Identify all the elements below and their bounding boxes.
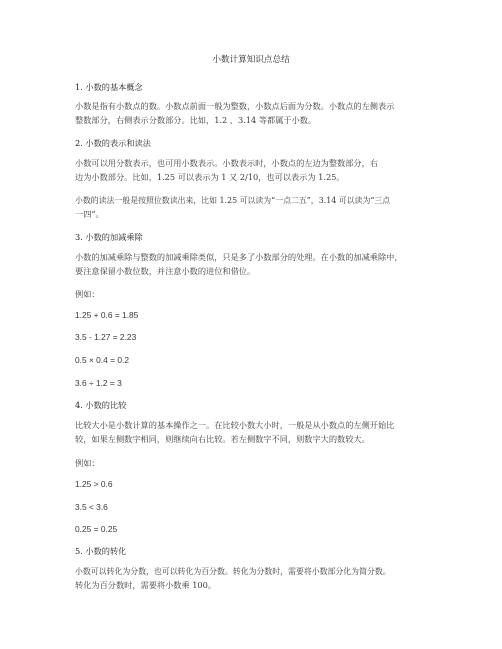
section-5-text-line-1: 小数可以转化为分数，也可以转化为百分数。转化为分数时，需要将小数部分化为简分数。 — [75, 567, 391, 576]
section-5-text-line-2: 转化为百分数时，需要将小数乘 100。 — [75, 580, 217, 590]
section-2-text-line-2: 边为小数部分。比如，1.25 可以表示为 1 又 2/10，也可以表示为 1.25。 — [75, 172, 345, 182]
section-4-example-1: 1.25 > 0.6 — [75, 479, 113, 489]
section-1-text-line-2: 整数部分，右侧表示分数部分。比如，1.2 、3.14 等都属于小数。 — [75, 115, 317, 125]
section-4-example-label: 例如： — [75, 458, 100, 468]
section-4-example-3: 0.25 = 0.25 — [75, 524, 118, 534]
section-2-reading-line-2: 一四”。 — [75, 209, 104, 219]
section-3-example-4: 3.6 ÷ 1.2 = 3 — [75, 378, 122, 388]
section-3-text-line-1: 小数的加减乘除与整数的加减乘除类似，只是多了小数部分的处理。在小数的加减乘除中， — [75, 252, 403, 262]
section-3-example-label: 例如： — [75, 289, 100, 299]
section-3-example-1: 1.25 + 0.6 = 1.85 — [75, 310, 139, 320]
section-3-example-2: 3.5 - 1.27 = 2.23 — [75, 332, 137, 342]
section-1-text-line-1: 小数是指有小数点的数。小数点前面一般为整数，小数点后面为分数。小数点的左侧表示 — [75, 101, 395, 111]
section-4-heading: 4. 小数的比较 — [75, 400, 127, 410]
section-3-example-3: 0.5 × 0.4 = 0.2 — [75, 355, 130, 365]
document-title: 小数计算知识点总结 — [212, 55, 290, 65]
section-2-heading: 2. 小数的表示和读法 — [75, 138, 151, 148]
section-2-text-line-1: 小数可以用分数表示，也可用小数表示。小数表示时，小数点的左边为整数部分，右 — [75, 158, 378, 168]
section-4-text-line-2: 较，如果左侧数字相同，则继续向右比较。若左侧数字不同，则数字大的数较大。 — [75, 434, 370, 444]
section-1-heading: 1. 小数的基本概念 — [75, 82, 143, 92]
section-3-heading: 3. 小数的加减乘除 — [75, 232, 143, 242]
section-5-heading: 5. 小数的转化 — [75, 546, 127, 556]
section-4-example-2: 3.5 < 3.6 — [75, 502, 108, 512]
section-2-reading-line-1: 小数的读法一般是按照位数读出来，比如 1.25 可以读为“一点二五”，3.14 可以读为“三点 — [75, 196, 391, 205]
section-4-text-line-1: 比较大小是小数计算的基本操作之一。在比较小数大小时，一般是从小数点的左侧开始比 — [75, 420, 395, 430]
section-3-text-line-2: 要注意保留小数位数，并注意小数的进位和借位。 — [75, 266, 256, 276]
